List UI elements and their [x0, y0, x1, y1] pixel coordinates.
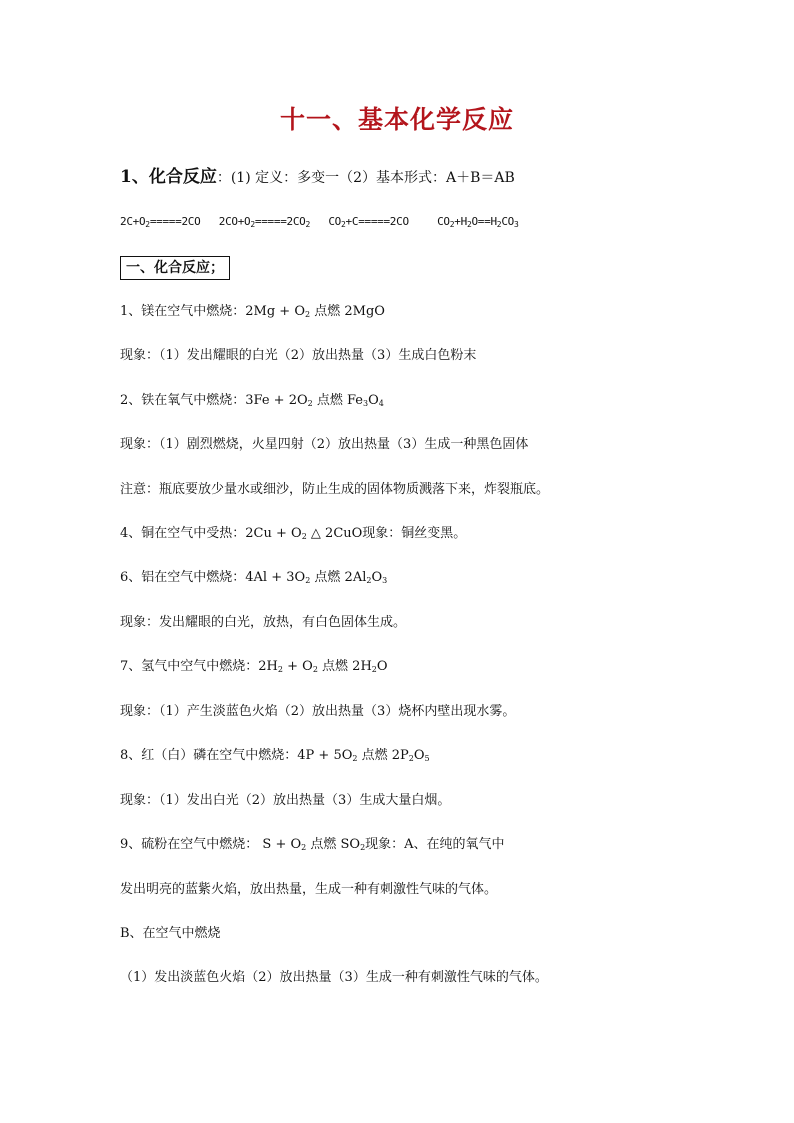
section-1-heading: 1、化合反应	[120, 167, 217, 187]
phenomenon-line: 现象：（1）发出白光（2）放出热量（3）生成大量白烟。	[120, 793, 451, 808]
phenomenon-line: 现象：发出耀眼的白光，放热，有白色固体生成。	[120, 615, 407, 630]
reaction-line: 4、铜在空气中受热：$2Cu + O_2$ △ 2CuO现象：铜丝变黑。	[120, 526, 467, 541]
phenomenon-line: 现象：（1）产生淡蓝色火焰（2）放出热量（3）烧杯内壁出现水雾。	[120, 704, 516, 719]
phenomenon-line: 发出明亮的蓝紫火焰，放出热量，生成一种有刺激性气味的气体。	[120, 882, 498, 897]
note-line: 注意：瓶底要放少量水或细沙，防止生成的固体物质溅落下来，炸裂瓶底。	[120, 482, 550, 497]
equation-3: $CO_2+C=====2CO$	[328, 215, 409, 229]
equation-2: $2CO+O_2=====2CO_2$	[218, 215, 311, 229]
equation-1: $2C+O_2=====2CO$	[120, 215, 201, 229]
page-title: 十一、基本化学反应	[279, 105, 514, 134]
phenomenon-line: 现象：（1）发出耀眼的白光（2）放出热量（3）生成白色粉末	[120, 348, 477, 363]
phenomenon-line: 现象：（1）剧烈燃烧，火星四射（2）放出热量（3）生成一种黑色固体	[120, 437, 529, 452]
equation-4: $CO_2+H_2O==H_2CO_3$	[437, 215, 519, 229]
reaction-line: 8、红（白）磷在空气中燃烧：$4P + 5O_2$ 点燃 $2P_2O_5$	[120, 748, 430, 763]
section-1-definition: (1) 定义：多变一（2）基本形式：A＋B＝AB	[230, 170, 515, 186]
section-1-colon: ：	[216, 170, 231, 186]
reaction-line: 6、铝在空气中燃烧：$4Al + 3O_2$ 点燃 $2Al_2O_3$	[120, 570, 388, 585]
reaction-line: 9、硫粉在空气中燃烧： $S + O_2$ 点燃 $SO_2$现象：A、在纯的氧气中	[120, 837, 505, 852]
reaction-line: 1、镁在空气中燃烧：$2Mg + O_2$ 点燃 2MgO	[120, 304, 385, 319]
boxed-section-heading: 一、化合反应；	[120, 256, 230, 280]
phenomenon-line: （1）发出淡蓝色火焰（2）放出热量（3）生成一种有刺激性气味的气体。	[120, 970, 548, 985]
equation-row	[120, 215, 531, 228]
sub-heading-line: B、在空气中燃烧	[120, 926, 221, 941]
reaction-line: 2、铁在氧气中燃烧：$3Fe + 2O_2$ 点燃 $Fe_3O_4$	[120, 393, 384, 408]
reaction-line: 7、氢气中空气中燃烧：$2H_2 + O_2$ 点燃 $2H_2O$	[120, 659, 388, 674]
section-1-line	[120, 162, 515, 187]
